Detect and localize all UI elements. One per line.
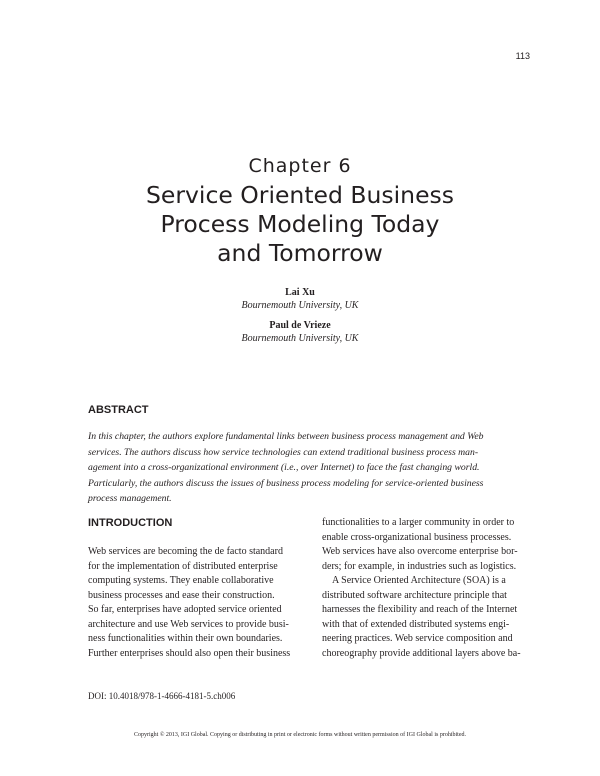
title-line: and Tomorrow <box>217 239 383 267</box>
body-line: So far, enterprises have adopted service oriented <box>88 604 282 615</box>
body-line: enable cross-organizational business processes. <box>322 531 512 543</box>
body-line: functionalities to a larger community in order to <box>322 517 515 528</box>
body-line: Further enterprises should also open their business <box>88 647 291 659</box>
introduction-left-column <box>88 545 295 661</box>
copyright-notice: Copyright © 2013, IGI Global. Copying or distributing in print or electronic forms without written permission of IGI Global is prohibited. <box>133 732 466 738</box>
body-line: for the implementation of distributed enterprise <box>88 560 278 572</box>
body-line: neering practices. Web service composition and <box>322 633 513 644</box>
author-2 <box>0 319 600 345</box>
abstract-line: In this chapter, the authors explore fundamental links between business process management and Web <box>88 431 484 442</box>
body-line: business processes and ease their construction. <box>88 589 275 601</box>
body-line: with that of extended distributed systems engi- <box>322 618 510 630</box>
body-line: distributed software architecture principle that <box>322 589 507 601</box>
body-line: choreography provide additional layers above ba- <box>322 647 521 659</box>
abstract-line: services. The authors discuss how service technologies can extend traditional business process man- <box>88 446 479 458</box>
author-affiliation: Bournemouth University, UK <box>241 300 359 311</box>
doi: DOI: 10.4018/978-1-4666-4181-5.ch006 <box>88 691 236 701</box>
body-line: ness functionalities within their own boundaries. <box>88 633 283 644</box>
abstract-line: agement into a cross-organizational environment (i.e., over Internet) to face the fast changing world. <box>88 462 480 473</box>
abstract-line: process management. <box>88 493 172 504</box>
body-line: A Service Oriented Architecture (SOA) is a <box>332 575 506 586</box>
introduction-right-column <box>322 516 530 661</box>
author-1 <box>0 286 600 312</box>
author-affiliation: Bournemouth University, UK <box>241 333 359 344</box>
title-line: Service Oriented Business <box>145 181 455 209</box>
chapter-title <box>0 181 600 268</box>
body-line: Web services are becoming the de facto standard <box>88 546 283 557</box>
body-line: computing systems. They enable collaborative <box>88 575 274 586</box>
abstract-body <box>88 429 530 507</box>
body-line: ders; for example, in industries such as logistics. <box>322 560 517 572</box>
abstract-heading: ABSTRACT <box>88 404 149 416</box>
body-line: harnesses the flexibility and reach of the Internet <box>322 604 518 615</box>
introduction-heading: INTRODUCTION <box>88 517 173 529</box>
abstract-line: Particularly, the authors discuss the issues of business process modeling for service-oriented business <box>88 477 484 489</box>
page-number: 113 <box>515 51 530 61</box>
title-line: Process Modeling Today <box>160 210 440 238</box>
author-name: Lai Xu <box>285 287 315 298</box>
body-line: Web services have also overcome enterprise bor- <box>322 546 518 557</box>
body-line: architecture and use Web services to provide busi- <box>88 618 289 630</box>
author-name: Paul de Vrieze <box>269 320 331 331</box>
chapter-label: Chapter 6 <box>248 155 352 177</box>
